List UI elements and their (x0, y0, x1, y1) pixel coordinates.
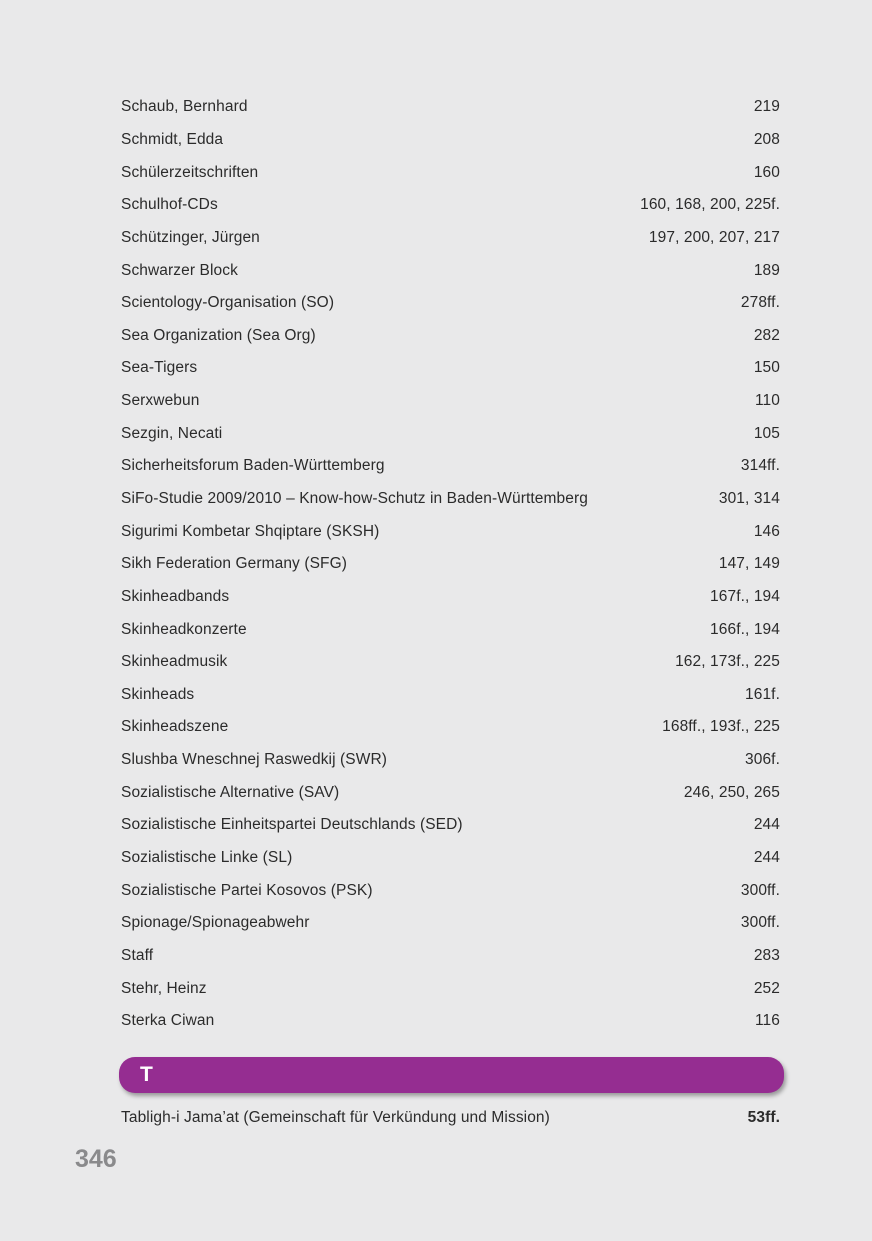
entry-pages: 278ff. (740, 294, 780, 312)
index-entry (121, 287, 780, 320)
entry-term: Skinheadbands (121, 587, 230, 605)
index-entry (121, 319, 780, 352)
entry-term: Sea Organization (Sea Org) (121, 326, 316, 344)
entry-pages: 146 (753, 522, 780, 540)
index-entry (121, 744, 780, 777)
entry-pages: 314ff. (740, 457, 780, 475)
entry-pages: 282 (753, 326, 780, 344)
index-entry (121, 679, 780, 712)
entry-pages: 105 (753, 424, 780, 442)
index-entry (121, 972, 780, 1005)
entry-pages: 166f., 194 (710, 620, 780, 638)
entry-pages: 110 (754, 392, 780, 410)
section-header-t (119, 1057, 784, 1093)
entry-term: Staff (121, 946, 154, 964)
entry-term: Stehr, Heinz (121, 979, 207, 997)
section-letter: T (140, 1063, 153, 1086)
entry-pages: 168ff., 193f., 225 (662, 718, 780, 736)
entry-pages: 53ff. (747, 1109, 780, 1127)
entry-pages: 219 (753, 98, 780, 116)
index-entry (121, 222, 780, 255)
entry-pages: 161f. (745, 685, 780, 703)
entry-pages: 246, 250, 265 (683, 783, 780, 801)
entry-pages: 160, 168, 200, 225f. (640, 196, 780, 214)
entry-pages: 116 (754, 1012, 780, 1030)
index-entry (121, 1102, 780, 1135)
entry-pages: 306f. (745, 751, 780, 769)
entry-term: Schaub, Bernhard (121, 98, 248, 116)
index-entry (121, 581, 780, 614)
index-entry (121, 417, 780, 450)
entry-term: Sozialistische Alternative (SAV) (121, 783, 340, 801)
entry-term: Sigurimi Kombetar Shqiptare (SKSH) (121, 522, 380, 540)
entry-term: Sozialistische Linke (SL) (121, 849, 293, 867)
index-entry (121, 842, 780, 875)
entry-term: Spionage/Spionageabwehr (121, 914, 310, 932)
index-entry (121, 352, 780, 385)
entry-pages: 147, 149 (718, 555, 780, 573)
entry-pages: 208 (753, 130, 780, 148)
entry-term: Sea-Tigers (121, 359, 198, 377)
entry-term: Skinheads (121, 685, 195, 703)
index-entry (121, 907, 780, 940)
index-entry (121, 711, 780, 744)
entry-term: Slushba Wneschnej Raswedkij (SWR) (121, 751, 388, 769)
index-entry (121, 548, 780, 581)
entry-term: Sezgin, Necati (121, 424, 223, 442)
index-entry (121, 809, 780, 842)
index-entry (121, 385, 780, 418)
index-entry (121, 254, 780, 287)
entry-term: Schulhof-CDs (121, 196, 218, 214)
index-list-t (121, 1102, 780, 1135)
entry-term: Skinheadszene (121, 718, 229, 736)
index-entry (121, 124, 780, 157)
entry-term: Tabligh-i Jama’at (Gemeinschaft für Verkündung und Mission) (121, 1109, 550, 1127)
page-number: 346 (75, 1145, 117, 1173)
entry-term: Sicherheitsforum Baden-Württemberg (121, 457, 385, 475)
entry-pages: 301, 314 (718, 490, 780, 507)
entry-pages: 197, 200, 207, 217 (648, 228, 780, 246)
entry-pages: 150 (753, 359, 780, 377)
entry-term: Skinheadkonzerte (121, 620, 247, 638)
index-entry (121, 940, 780, 973)
entry-term: Schützinger, Jürgen (121, 228, 260, 246)
index-entry (121, 874, 780, 907)
entry-term: Sozialistische Einheitspartei Deutschlands (SED) (121, 816, 463, 834)
entry-term: Sterka Ciwan (121, 1012, 215, 1030)
index-entry (121, 91, 780, 124)
entry-pages: 189 (753, 261, 780, 279)
entry-pages: 244 (753, 849, 780, 867)
entry-term: SiFo-Studie 2009/2010 – Know-how-Schutz in Baden-Württemberg (121, 490, 588, 507)
entry-pages: 160 (753, 163, 780, 181)
index-entry (121, 515, 780, 548)
entry-pages: 300ff. (740, 914, 780, 932)
index-list-s (121, 91, 780, 1038)
entry-term: Schmidt, Edda (121, 130, 224, 148)
index-entry (121, 156, 780, 189)
entry-term: Scientology-Organisation (SO) (121, 294, 335, 312)
index-entry (121, 613, 780, 646)
entry-pages: 252 (753, 979, 780, 997)
index-entry (121, 483, 780, 516)
entry-term: Schülerzeitschriften (121, 163, 259, 181)
entry-term: Sozialistische Partei Kosovos (PSK) (121, 881, 373, 899)
entry-term: Schwarzer Block (121, 261, 238, 279)
index-entry (121, 1005, 780, 1038)
index-entry (121, 189, 780, 222)
entry-pages: 244 (753, 816, 780, 834)
entry-pages: 283 (753, 946, 780, 964)
entry-term: Skinheadmusik (121, 653, 228, 671)
entry-pages: 167f., 194 (710, 587, 780, 605)
entry-pages: 300ff. (740, 881, 780, 899)
entry-term: Serxwebun (121, 392, 200, 410)
index-entry (121, 450, 780, 483)
index-entry (121, 776, 780, 809)
entry-pages: 162, 173f., 225 (675, 653, 780, 671)
index-entry (121, 646, 780, 679)
entry-term: Sikh Federation Germany (SFG) (121, 555, 347, 573)
